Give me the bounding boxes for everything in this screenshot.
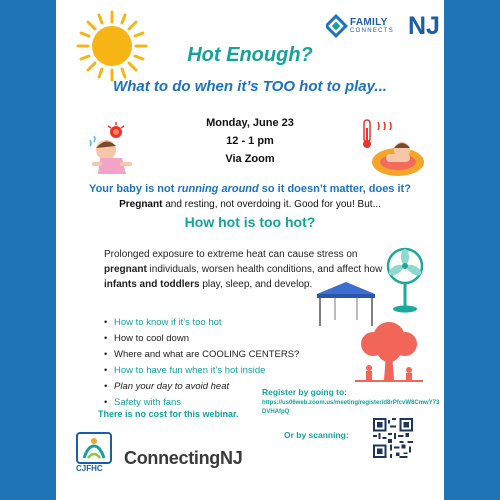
para-bold-2: infants and toddlers — [104, 279, 200, 290]
fan-icon — [382, 246, 428, 314]
cjfhc-logo-icon — [76, 432, 112, 464]
baby-question-emphasis: running around — [177, 183, 259, 195]
list-item: • How to know if it’s too hot — [104, 315, 344, 331]
pregnant-line — [56, 199, 444, 210]
no-cost-note: There is no cost for this webinar. — [98, 409, 239, 419]
cjfhc-wordmark: CJFHC — [76, 464, 103, 473]
section-heading: How hot is too hot? — [184, 214, 316, 230]
page-subtitle: What to do when it’s TOO hot to play... — [113, 78, 387, 95]
connecting-wordmark: Connecting — [124, 448, 220, 468]
connecting-nj-logo — [124, 448, 242, 469]
list-item: • Safety with fans — [104, 395, 344, 411]
flyer — [56, 0, 444, 500]
brand-word-connects: CONNECTS — [350, 28, 395, 34]
para-bold-1: pregnant — [104, 264, 147, 275]
event-date: Monday, June 23 — [206, 117, 294, 129]
connecting-nj-wordmark: NJ — [220, 448, 243, 468]
list-item: • How to cool down — [104, 331, 344, 347]
list-item: • Plan your day to avoid heat — [104, 379, 344, 395]
pregnant-rest: and resting, not overdoing it. Good for you! But... — [162, 199, 381, 210]
page-title: Hot Enough? — [187, 44, 313, 66]
list-item: • Where and what are COOLING CENTERS? — [104, 347, 344, 363]
event-location: Via Zoom — [225, 153, 275, 165]
para-part-3: play, sleep, and develop. — [199, 279, 313, 290]
list-item: • How to have fun when it’s hot inside — [104, 363, 344, 379]
diamond-logo-icon — [326, 14, 348, 40]
event-time: 12 - 1 pm — [226, 135, 274, 147]
baby-question-pre: Your baby is not — [89, 183, 178, 195]
para-part-1: Prolonged exposure to extreme heat can cause stress on — [104, 249, 358, 260]
register-label: Register by going to: — [262, 387, 347, 397]
qr-code-icon[interactable] — [373, 418, 413, 458]
baby-question-post: so it doesn’t matter, does it? — [258, 183, 411, 195]
event-details — [56, 114, 444, 168]
scan-label: Or by scanning: — [284, 430, 349, 440]
shade-tree-icon — [351, 318, 427, 384]
register-link[interactable]: https://us06web.zoom.us/meeting/register/d8rPfcvW8CmwY73DVHAfpQ — [262, 400, 440, 415]
brand-word-nj: NJ — [408, 12, 440, 40]
pregnant-bold: Pregnant — [119, 199, 163, 210]
brand-word-family: FAMILY — [350, 17, 388, 28]
baby-question — [56, 183, 444, 195]
para-part-2: individuals, worsen health conditions, and affect how — [146, 264, 383, 275]
